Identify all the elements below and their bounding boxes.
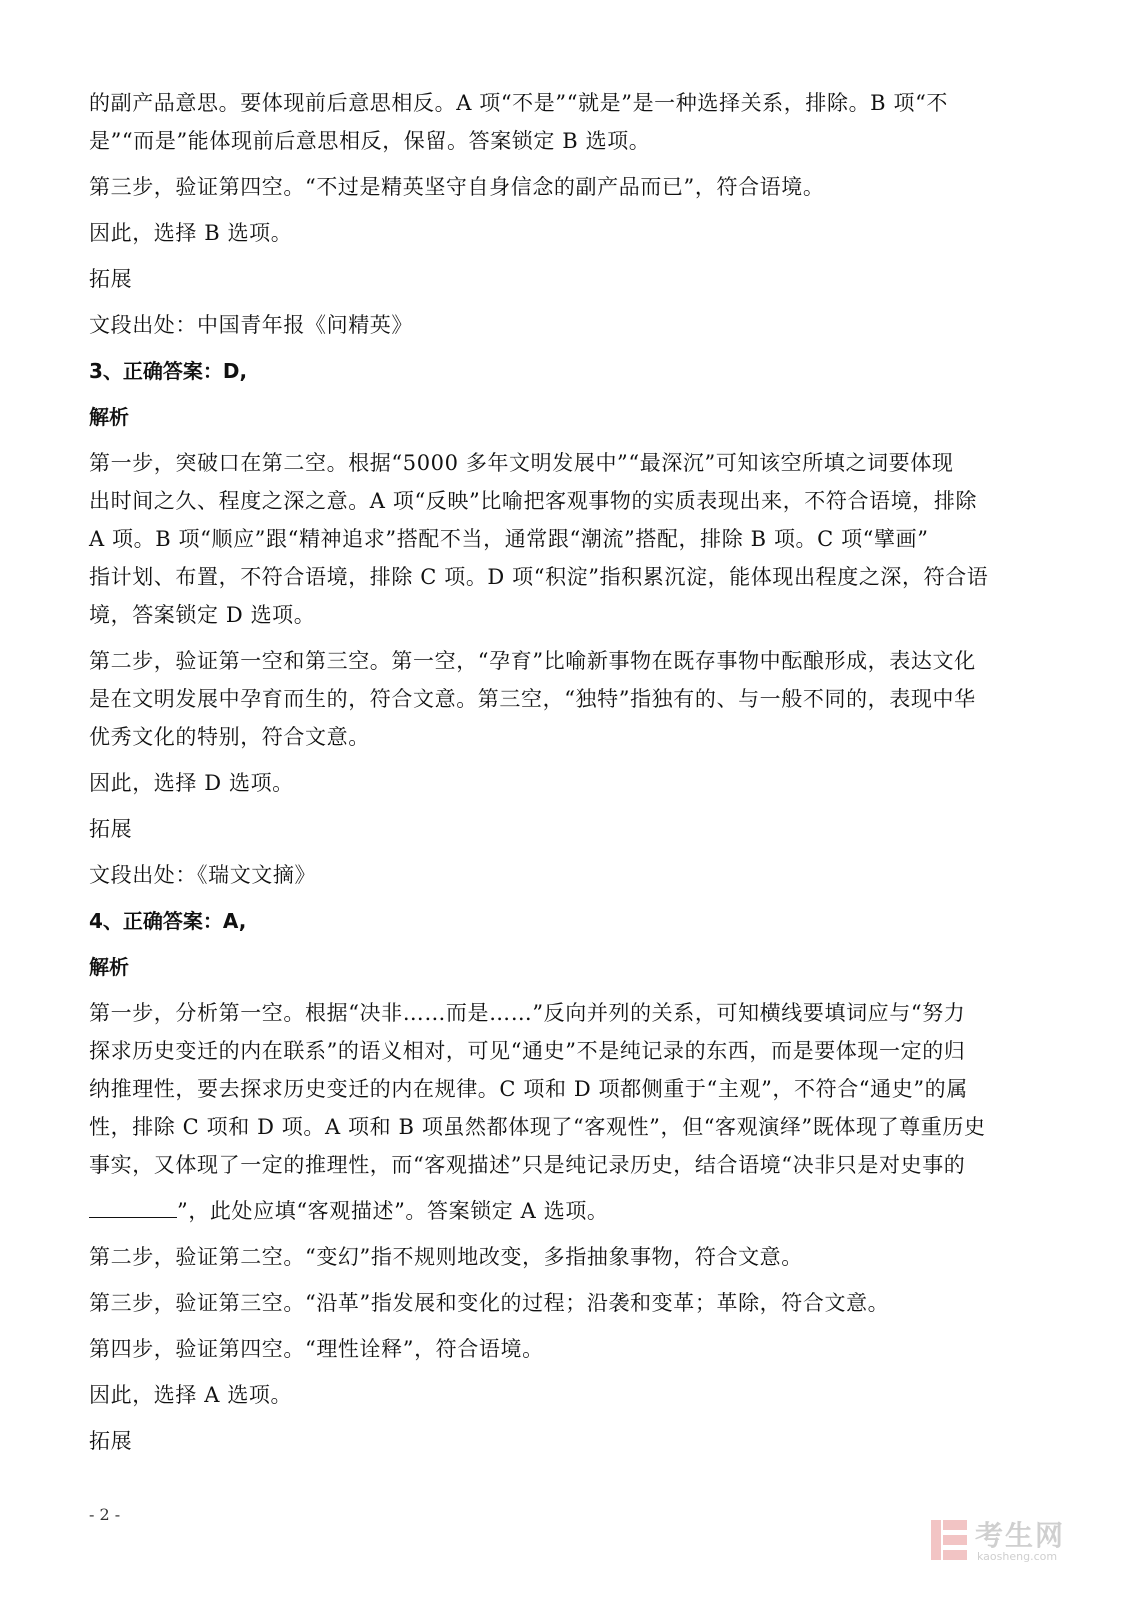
paragraph (89, 168, 1029, 206)
paragraph-line: 是在文明发展中孕育而生的，符合文意。第三空，“独特”指独有的、与一般不同的，表现中华 (89, 687, 976, 711)
page-number: - 2 - (89, 1505, 121, 1524)
paragraph (89, 214, 1029, 252)
section-heading: 解析 (89, 955, 129, 979)
site-logo (929, 1514, 1089, 1570)
paragraph-line: A 项。B 项“顺应”跟“精神追求”搭配不当，通常跟“潮流”搭配，排除 B 项。C 项“擘画” (89, 527, 929, 551)
paragraph (89, 444, 1029, 634)
paragraph-line: 因此，选择 A 选项。 (89, 1383, 293, 1407)
paragraph (89, 1330, 1029, 1368)
section-heading: 3、正确答案：D, (89, 359, 248, 383)
section-heading: 解析 (89, 405, 129, 429)
paragraph (89, 642, 1029, 756)
paragraph (89, 1376, 1029, 1414)
paragraph (89, 306, 1029, 344)
paragraph-line: 文段出处：中国青年报《问精英》 (89, 313, 413, 337)
paragraph-line: 第三步，验证第三空。“沿革”指发展和变化的过程；沿袭和变革；革除，符合文意。 (89, 1291, 890, 1315)
paragraph-line: 性，排除 C 项和 D 项。A 项和 B 项虽然都体现了“客观性”，但“客观演绎”既体现了尊重历史 (89, 1115, 986, 1139)
paragraph-line: 指计划、布置，不符合语境，排除 C 项。D 项“积淀”指积累沉淀，能体现出程度之深，符合语 (89, 565, 989, 589)
paragraph-line: 因此，选择 B 选项。 (89, 221, 293, 245)
logo-text: 考生网 (975, 1519, 1066, 1552)
logo-url: kaosheng.com (977, 1550, 1058, 1563)
paragraph-line: 第三步，验证第四空。“不过是精英坚守自身信念的副产品而已”，符合语境。 (89, 175, 825, 199)
section-heading: 4、正确答案：A, (89, 909, 247, 933)
paragraph (89, 1284, 1029, 1322)
paragraph (89, 994, 1029, 1184)
paragraph (89, 84, 1029, 160)
paragraph-text: ”，此处应填“客观描述”。答案锁定 A 选项。 (177, 1199, 609, 1223)
paragraph-line: 拓展 (89, 1429, 133, 1453)
paragraph (89, 856, 1029, 894)
paragraph-line: 是”“而是”能体现前后意思相反，保留。答案锁定 B 选项。 (89, 129, 651, 153)
paragraph-line: 文段出处：《瑞文文摘》 (89, 863, 317, 887)
paragraph-line: 境，答案锁定 D 选项。 (89, 603, 316, 627)
paragraph-line: 第四步，验证第四空。“理性诠释”，符合语境。 (89, 1337, 544, 1361)
document-body (89, 84, 1029, 1468)
paragraph-line: 第二步，验证第一空和第三空。第一空，“孕育”比喻新事物在既存事物中酝酿形成，表达文化 (89, 649, 976, 673)
paragraph-line: 第二步，验证第二空。“变幻”指不规则地改变，多指抽象事物，符合文意。 (89, 1245, 803, 1269)
paragraph (89, 810, 1029, 848)
paragraph (89, 260, 1029, 298)
paragraph-line: 纳推理性，要去探求历史变迁的内在规律。C 项和 D 项都侧重于“主观”，不符合“通史”的属 (89, 1077, 968, 1101)
paragraph-line: 第一步，突破口在第二空。根据“5000 多年文明发展中”“最深沉”可知该空所填之词要体现 (89, 451, 954, 475)
paragraph-line: 出时间之久、程度之深之意。A 项“反映”比喻把客观事物的实质表现出来，不符合语境，排除 (89, 489, 978, 513)
paragraph-line: 事实，又体现了一定的推理性，而“客观描述”只是纯记录历史，结合语境“决非只是对史事的 (89, 1153, 966, 1177)
paragraph-line: 的副产品意思。要体现前后意思相反。A 项“不是”“就是”是一种选择关系，排除。B 项“不 (89, 91, 949, 115)
paragraph-line: 拓展 (89, 267, 133, 291)
paragraph (89, 1238, 1029, 1276)
paragraph-line: 第一步，分析第一空。根据“决非……而是……”反向并列的关系，可知横线要填词应与“努力 (89, 1001, 966, 1025)
logo-icon (929, 1518, 969, 1562)
blank-line-paragraph (89, 1192, 1029, 1230)
paragraph-line: 拓展 (89, 817, 133, 841)
fill-in-blank (89, 1195, 177, 1218)
paragraph (89, 1422, 1029, 1460)
paragraph (89, 764, 1029, 802)
paragraph-line: 优秀文化的特别，符合文意。 (89, 725, 370, 749)
paragraph-line: 探求历史变迁的内在联系”的语义相对，可见“通史”不是纯记录的东西，而是要体现一定的归 (89, 1039, 966, 1063)
paragraph-line: 因此，选择 D 选项。 (89, 771, 294, 795)
